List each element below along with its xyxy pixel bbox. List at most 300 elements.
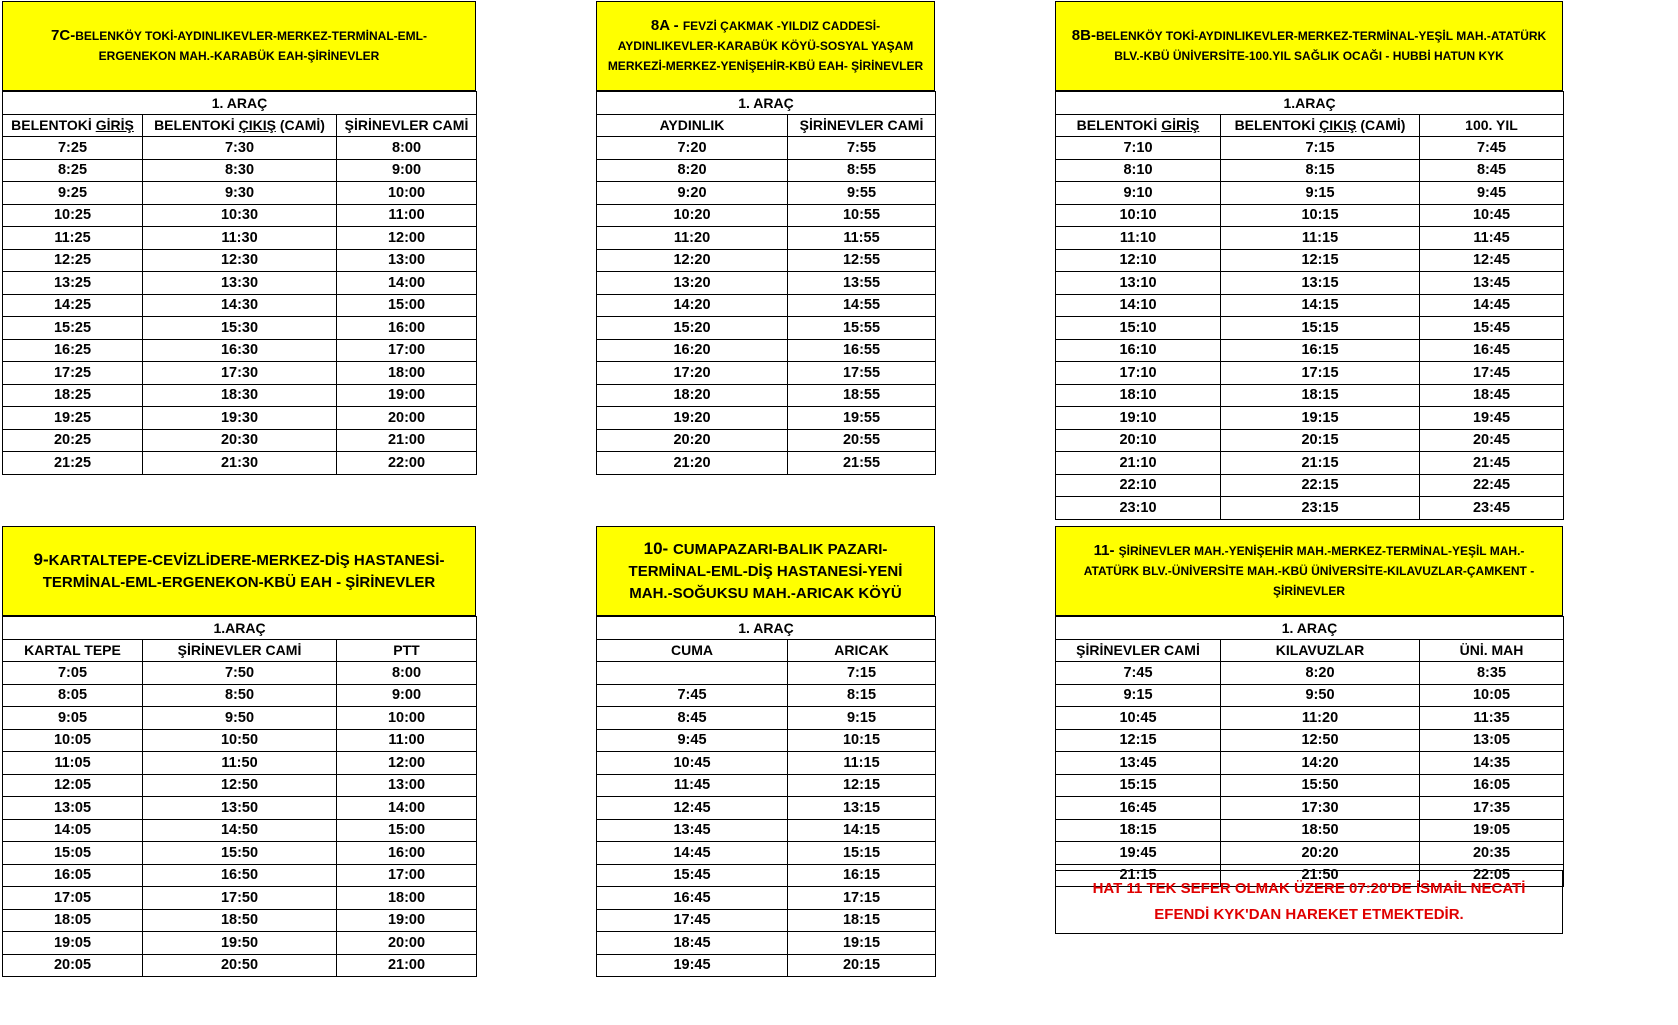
time-cell: 16:00 (337, 317, 477, 340)
time-cell: 19:10 (1056, 407, 1221, 430)
time-cell: 15:15 (1221, 317, 1420, 340)
time-cell: 18:15 (1056, 819, 1221, 842)
time-cell: 21:20 (597, 452, 788, 475)
time-cell: 8:00 (337, 137, 477, 160)
time-cell: 7:45 (1056, 662, 1221, 685)
vehicle-label: 1. ARAÇ (597, 617, 936, 640)
schedule-table-9 (2, 616, 477, 977)
table-row (1056, 384, 1564, 407)
table-row (3, 774, 477, 797)
table-row (597, 227, 936, 250)
time-cell: 8:50 (143, 684, 337, 707)
column-header (143, 114, 337, 137)
column-header (3, 639, 143, 662)
time-cell: 13:45 (1420, 272, 1564, 295)
time-cell: 8:15 (1221, 159, 1420, 182)
table-row (597, 707, 936, 730)
time-cell: 21:55 (788, 452, 936, 475)
column-header (788, 114, 936, 137)
time-cell: 23:10 (1056, 497, 1221, 520)
column-header-row (597, 114, 936, 137)
time-cell: 12:30 (143, 249, 337, 272)
column-header-row (597, 639, 936, 662)
table-8a (596, 1, 936, 475)
table-row (1056, 429, 1564, 452)
table-row (3, 137, 477, 160)
time-cell: 16:00 (337, 842, 477, 865)
time-cell: 21:00 (337, 429, 477, 452)
time-cell: 23:15 (1221, 497, 1420, 520)
table-row (597, 752, 936, 775)
table-row (597, 887, 936, 910)
column-header-suffix: (CAMİ) (275, 117, 325, 134)
vehicle-label: 1. ARAÇ (3, 92, 477, 115)
column-header-text: BELENTOKİ (1234, 117, 1320, 134)
table-row (3, 954, 477, 977)
vehicle-label: 1.ARAÇ (3, 617, 477, 640)
time-cell: 12:15 (1056, 729, 1221, 752)
vehicle-row (1056, 92, 1564, 115)
time-cell: 22:10 (1056, 474, 1221, 497)
schedule-table-11 (1055, 616, 1564, 887)
time-cell: 8:45 (1420, 159, 1564, 182)
table-row (1056, 452, 1564, 475)
table-row (1056, 407, 1564, 430)
time-cell: 14:10 (1056, 294, 1221, 317)
table-row (597, 842, 936, 865)
table-row (597, 159, 936, 182)
time-cell: 19:05 (1420, 819, 1564, 842)
route-title: BELENKÖY TOKİ-AYDINLIKEVLER-MERKEZ-TERMİNAL-EML-ERGENEKON MAH.-KARABÜK EAH-ŞİRİNEVLER (75, 29, 427, 63)
time-cell: 19:45 (1420, 407, 1564, 430)
time-cell: 9:45 (597, 729, 788, 752)
time-cell: 20:00 (337, 407, 477, 430)
time-cell: 21:15 (1056, 864, 1221, 887)
time-cell: 20:15 (1221, 429, 1420, 452)
time-cell: 9:05 (3, 707, 143, 730)
time-cell: 14:55 (788, 294, 936, 317)
route-code: 8B- (1071, 27, 1096, 44)
time-cell: 12:45 (597, 797, 788, 820)
table-row (597, 932, 936, 955)
time-cell: 13:00 (337, 774, 477, 797)
table-row (3, 752, 477, 775)
table-row (1056, 137, 1564, 160)
time-cell: 13:45 (1056, 752, 1221, 775)
table-row (3, 204, 477, 227)
time-cell: 12:50 (1221, 729, 1420, 752)
table-row (597, 819, 936, 842)
column-header (788, 639, 936, 662)
time-cell: 7:20 (597, 137, 788, 160)
table-row (1056, 729, 1564, 752)
time-cell: 12:50 (143, 774, 337, 797)
time-cell: 11:20 (597, 227, 788, 250)
time-cell: 19:05 (3, 932, 143, 955)
time-cell: 16:05 (3, 864, 143, 887)
time-cell: 13:05 (1420, 729, 1564, 752)
column-header (1056, 114, 1221, 137)
time-cell: 13:00 (337, 249, 477, 272)
table-row (1056, 339, 1564, 362)
column-header-text: ŞİRİNEVLER CAMİ (177, 642, 302, 659)
table-row (1056, 497, 1564, 520)
time-cell: 10:50 (143, 729, 337, 752)
time-cell: 14:45 (597, 842, 788, 865)
table-row (3, 662, 477, 685)
vehicle-label: 1.ARAÇ (1056, 92, 1564, 115)
column-header-text: ÜNİ. MAH (1459, 642, 1524, 659)
time-cell: 16:55 (788, 339, 936, 362)
table-row (3, 797, 477, 820)
route-title: BELENKÖY TOKİ-AYDINLIKEVLER-MERKEZ-TERMİNAL-YEŞİL MAH.-ATATÜRK BLV.-KBÜ ÜNİVERSİTE-100.YIL SAĞLIK OCAĞI - HUBBİ HATUN KYK (1095, 29, 1547, 63)
column-header-row (1056, 114, 1564, 137)
time-cell: 17:55 (788, 362, 936, 385)
time-cell: 9:15 (1221, 182, 1420, 205)
table-row (1056, 842, 1564, 865)
time-cell: 16:15 (1221, 339, 1420, 362)
time-cell: 18:55 (788, 384, 936, 407)
time-cell: 21:10 (1056, 452, 1221, 475)
table-row (1056, 684, 1564, 707)
time-cell: 11:35 (1420, 707, 1564, 730)
time-cell: 18:45 (597, 932, 788, 955)
column-header-text: BELENTOKİ (154, 117, 239, 134)
table-row (3, 684, 477, 707)
time-cell: 16:20 (597, 339, 788, 362)
time-cell: 7:25 (3, 137, 143, 160)
route-code: 7C- (51, 27, 76, 44)
table-row (3, 932, 477, 955)
time-cell: 22:00 (337, 452, 477, 475)
table-row (3, 429, 477, 452)
time-cell: 13:25 (3, 272, 143, 295)
time-cell: 15:00 (337, 819, 477, 842)
time-cell: 19:25 (3, 407, 143, 430)
time-cell: 17:30 (143, 362, 337, 385)
time-cell: 21:50 (1221, 864, 1420, 887)
time-cell: 9:15 (1056, 684, 1221, 707)
time-cell: 14:15 (788, 819, 936, 842)
time-cell: 21:30 (143, 452, 337, 475)
column-header-underlined: ÇIKIŞ (1319, 117, 1357, 134)
table-row (3, 182, 477, 205)
time-cell: 14:00 (337, 272, 477, 295)
time-cell: 12:15 (788, 774, 936, 797)
table-row (3, 317, 477, 340)
column-header-underlined: ÇIKIŞ (238, 117, 276, 134)
table-row (1056, 317, 1564, 340)
vehicle-label: 1. ARAÇ (1056, 617, 1564, 640)
time-cell: 17:45 (597, 909, 788, 932)
column-header-row (3, 639, 477, 662)
table-row (597, 797, 936, 820)
time-cell: 7:45 (597, 684, 788, 707)
time-cell: 17:15 (788, 887, 936, 910)
schedule-table-8a (596, 91, 936, 475)
route-header-9 (2, 526, 476, 616)
table-row (3, 249, 477, 272)
time-cell: 20:15 (788, 954, 936, 977)
time-cell: 16:15 (788, 864, 936, 887)
time-cell: 20:20 (597, 429, 788, 452)
time-cell: 18:00 (337, 887, 477, 910)
route-header-8a (596, 1, 935, 91)
time-cell: 13:45 (597, 819, 788, 842)
route-header-11 (1055, 526, 1563, 616)
time-cell: 14:50 (143, 819, 337, 842)
table-row (1056, 774, 1564, 797)
time-cell: 11:50 (143, 752, 337, 775)
column-header-text: ARICAK (834, 642, 889, 659)
schedule-table-7c (2, 91, 477, 475)
column-header-text: BELENTOKİ (1076, 117, 1162, 134)
time-cell: 16:45 (1420, 339, 1564, 362)
time-cell: 7:10 (1056, 137, 1221, 160)
table-row (1056, 819, 1564, 842)
time-cell: 20:20 (1221, 842, 1420, 865)
table-row (597, 294, 936, 317)
vehicle-row (3, 617, 477, 640)
table-row (1056, 182, 1564, 205)
time-cell: 18:50 (143, 909, 337, 932)
column-header (143, 639, 337, 662)
column-header (1056, 639, 1221, 662)
time-cell: 19:15 (788, 932, 936, 955)
table-row (597, 182, 936, 205)
time-cell: 8:05 (3, 684, 143, 707)
time-cell: 7:30 (143, 137, 337, 160)
time-cell: 13:50 (143, 797, 337, 820)
vehicle-label: 1. ARAÇ (597, 92, 936, 115)
time-cell: 10:20 (597, 204, 788, 227)
table-row (3, 294, 477, 317)
schedule-table-8b (1055, 91, 1564, 520)
time-cell: 10:05 (1420, 684, 1564, 707)
column-header-suffix: (CAMİ) (1356, 117, 1406, 134)
table-row (3, 842, 477, 865)
time-cell: 15:50 (1221, 774, 1420, 797)
time-cell: 20:25 (3, 429, 143, 452)
time-cell: 20:45 (1420, 429, 1564, 452)
time-cell: 22:15 (1221, 474, 1420, 497)
time-cell: 20:30 (143, 429, 337, 452)
time-cell: 16:05 (1420, 774, 1564, 797)
time-cell: 9:10 (1056, 182, 1221, 205)
time-cell: 20:50 (143, 954, 337, 977)
table-row (1056, 362, 1564, 385)
time-cell: 16:45 (597, 887, 788, 910)
time-cell: 11:45 (597, 774, 788, 797)
table-row (3, 729, 477, 752)
time-cell: 8:00 (337, 662, 477, 685)
time-cell: 18:30 (143, 384, 337, 407)
time-cell: 12:05 (3, 774, 143, 797)
time-cell: 14:45 (1420, 294, 1564, 317)
time-cell: 14:05 (3, 819, 143, 842)
time-cell: 19:00 (337, 384, 477, 407)
time-cell: 10:15 (788, 729, 936, 752)
time-cell (597, 662, 788, 685)
time-cell: 12:10 (1056, 249, 1221, 272)
time-cell: 14:00 (337, 797, 477, 820)
table-11 (1055, 526, 1564, 887)
time-cell: 9:55 (788, 182, 936, 205)
time-cell: 17:10 (1056, 362, 1221, 385)
table-row (597, 137, 936, 160)
time-cell: 20:55 (788, 429, 936, 452)
route-11-note: HAT 11 TEK SEFER OLMAK ÜZERE 07:20'DE İSMAİL NECATİ EFENDİ KYK'DAN HAREKET ETMEKTEDİR. (1055, 870, 1563, 934)
time-cell: 13:15 (1221, 272, 1420, 295)
table-row (597, 272, 936, 295)
time-cell: 15:25 (3, 317, 143, 340)
time-cell: 8:55 (788, 159, 936, 182)
column-header-text: ŞİRİNEVLER CAMİ (1076, 642, 1200, 659)
time-cell: 15:45 (1420, 317, 1564, 340)
time-cell: 13:55 (788, 272, 936, 295)
time-cell: 17:20 (597, 362, 788, 385)
time-cell: 17:35 (1420, 797, 1564, 820)
column-header-text: CUMA (671, 642, 713, 659)
time-cell: 16:25 (3, 339, 143, 362)
time-cell: 11:00 (337, 204, 477, 227)
time-cell: 10:15 (1221, 204, 1420, 227)
table-row (1056, 707, 1564, 730)
route-header-8b (1055, 1, 1563, 91)
table-row (3, 339, 477, 362)
column-header (337, 114, 477, 137)
time-cell: 12:20 (597, 249, 788, 272)
route-title: ŞİRİNEVLER MAH.-YENİŞEHİR MAH.-MERKEZ-TERMİNAL-YEŞİL MAH.-ATATÜRK BLV.-ÜNİVERSİTE MAH.-KBÜ ÜNİVERSİTE-KILAVUZLAR-ÇAMKENT - ŞİRİNEVLER (1083, 544, 1535, 598)
table-row (597, 204, 936, 227)
time-cell: 22:05 (1420, 864, 1564, 887)
time-cell: 12:25 (3, 249, 143, 272)
time-cell: 8:20 (597, 159, 788, 182)
time-cell: 17:00 (337, 339, 477, 362)
route-header-10 (596, 526, 935, 616)
time-cell: 11:05 (3, 752, 143, 775)
time-cell: 9:50 (1221, 684, 1420, 707)
time-cell: 8:35 (1420, 662, 1564, 685)
time-cell: 19:30 (143, 407, 337, 430)
time-cell: 15:30 (143, 317, 337, 340)
vehicle-row (597, 92, 936, 115)
table-7c (2, 1, 477, 475)
column-header-text: KARTAL TEPE (24, 642, 121, 659)
column-header-underlined: GİRİŞ (95, 117, 134, 134)
time-cell: 7:45 (1420, 137, 1564, 160)
time-cell: 17:45 (1420, 362, 1564, 385)
table-row (1056, 272, 1564, 295)
time-cell: 15:15 (1056, 774, 1221, 797)
time-cell: 10:00 (337, 182, 477, 205)
time-cell: 9:20 (597, 182, 788, 205)
time-cell: 17:25 (3, 362, 143, 385)
time-cell: 13:10 (1056, 272, 1221, 295)
time-cell: 14:15 (1221, 294, 1420, 317)
time-cell: 18:10 (1056, 384, 1221, 407)
table-row (597, 362, 936, 385)
time-cell: 10:45 (597, 752, 788, 775)
time-cell: 22:45 (1420, 474, 1564, 497)
time-cell: 13:15 (788, 797, 936, 820)
column-header (1221, 114, 1420, 137)
time-cell: 21:45 (1420, 452, 1564, 475)
time-cell: 8:15 (788, 684, 936, 707)
time-cell: 18:15 (788, 909, 936, 932)
table-row (597, 729, 936, 752)
time-cell: 13:30 (143, 272, 337, 295)
time-cell: 8:45 (597, 707, 788, 730)
time-cell: 18:05 (3, 909, 143, 932)
time-cell: 7:55 (788, 137, 936, 160)
table-row (3, 909, 477, 932)
time-cell: 10:05 (3, 729, 143, 752)
time-cell: 19:45 (597, 954, 788, 977)
route-title: FEVZİ ÇAKMAK -YILDIZ CADDESİ-AYDINLIKEVLER-KARABÜK KÖYÜ-SOSYAL YAŞAM MERKEZİ-MERKEZ-YENİŞEHİR-KBÜ EAH- ŞİRİNEVLER (607, 19, 924, 73)
table-row (3, 159, 477, 182)
column-header-text: BELENTOKİ (11, 117, 96, 134)
time-cell: 10:30 (143, 204, 337, 227)
time-cell: 7:15 (788, 662, 936, 685)
time-cell: 17:05 (3, 887, 143, 910)
table-row (597, 317, 936, 340)
time-cell: 12:15 (1221, 249, 1420, 272)
column-header-row (1056, 639, 1564, 662)
route-code: 9- (33, 549, 49, 569)
time-cell: 16:10 (1056, 339, 1221, 362)
time-cell: 13:05 (3, 797, 143, 820)
route-title: CUMAPAZARI-BALIK PAZARI-TERMİNAL-EML-DİŞ HASTANESİ-YENİ MAH.-SOĞUKSU MAH.-ARICAK KÖYÜ (628, 540, 903, 602)
table-row (1056, 474, 1564, 497)
table-row (3, 819, 477, 842)
time-cell: 9:25 (3, 182, 143, 205)
time-cell: 19:00 (337, 909, 477, 932)
time-cell: 14:25 (3, 294, 143, 317)
time-cell: 11:45 (1420, 227, 1564, 250)
time-cell: 15:15 (788, 842, 936, 865)
column-header (597, 114, 788, 137)
route-header-7c (2, 1, 476, 91)
time-cell: 9:15 (788, 707, 936, 730)
time-cell: 8:25 (3, 159, 143, 182)
time-cell: 11:20 (1221, 707, 1420, 730)
table-9 (2, 526, 477, 977)
table-row (3, 227, 477, 250)
table-row (1056, 159, 1564, 182)
column-header-underlined: GİRİŞ (1161, 117, 1200, 134)
time-cell: 11:25 (3, 227, 143, 250)
time-cell: 17:15 (1221, 362, 1420, 385)
time-cell: 9:00 (337, 159, 477, 182)
table-row (597, 407, 936, 430)
time-cell: 8:20 (1221, 662, 1420, 685)
column-header (337, 639, 477, 662)
table-row (597, 662, 936, 685)
table-row (1056, 752, 1564, 775)
table-row (597, 452, 936, 475)
time-cell: 10:45 (1056, 707, 1221, 730)
time-cell: 18:25 (3, 384, 143, 407)
table-row (597, 774, 936, 797)
column-header-text: KILAVUZLAR (1275, 642, 1365, 659)
table-row (597, 909, 936, 932)
time-cell: 15:45 (597, 864, 788, 887)
time-cell: 17:30 (1221, 797, 1420, 820)
table-row (1056, 227, 1564, 250)
column-header-text: ŞİRİNEVLER CAMİ (344, 117, 469, 134)
time-cell: 14:20 (597, 294, 788, 317)
